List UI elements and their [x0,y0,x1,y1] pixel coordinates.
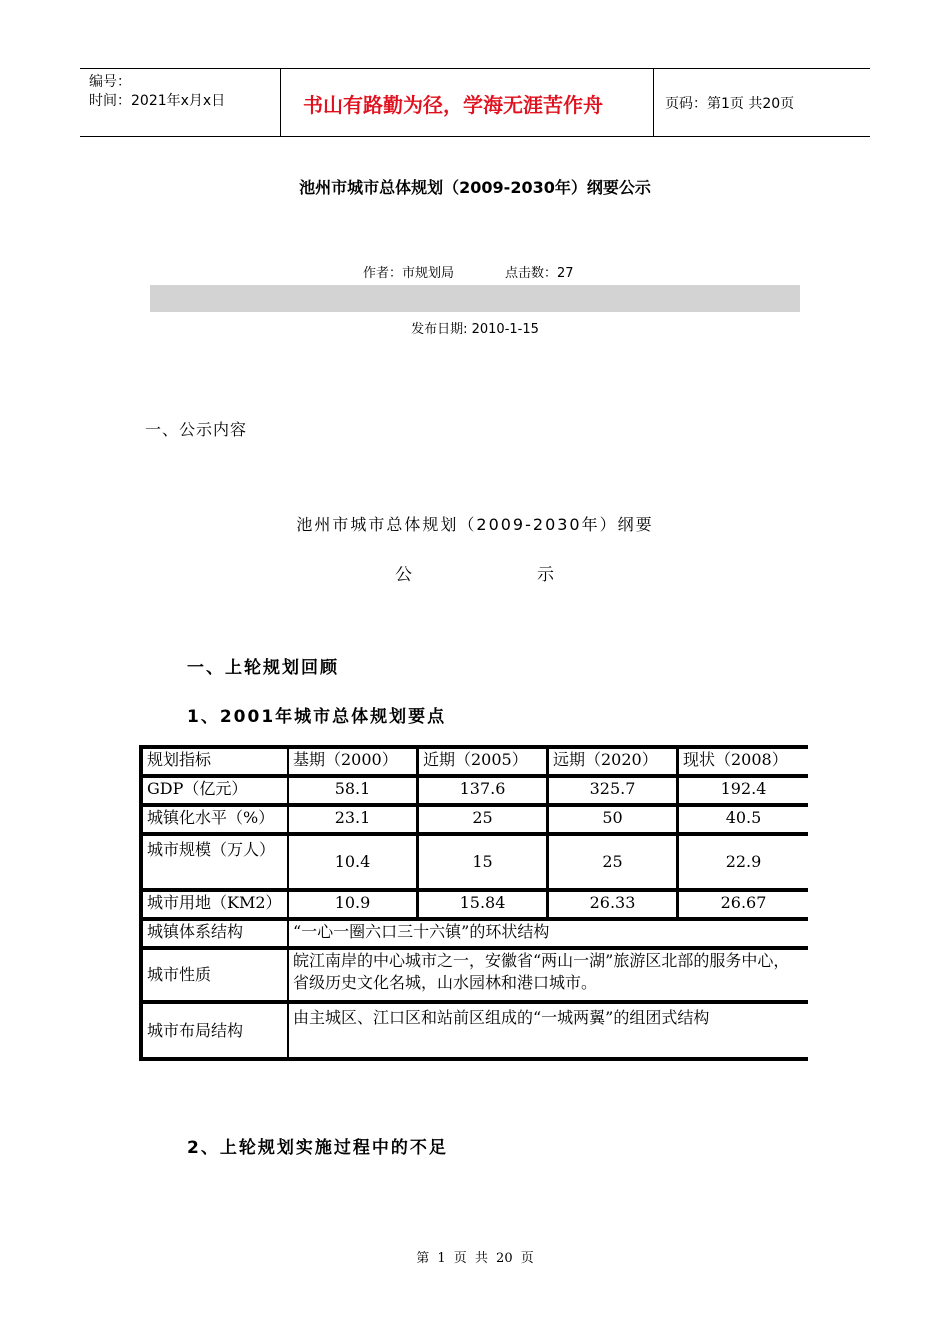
table-cell: 26.33 [549,892,676,917]
separator-bar [150,285,800,312]
table-cell: 由主城区、江口区和站前区组成的“一城两翼”的组团式结构 [289,1004,808,1057]
table-cell: 22.9 [679,836,808,888]
planning-table [139,745,808,1061]
heading-review: 一、上轮规划回顾 [187,658,339,678]
table-cell: 23.1 [289,807,416,832]
header-left-cell [80,69,281,136]
click-count: 点击数：27 [505,266,574,281]
page-info: 页码：第1页 共20页 [665,96,795,112]
table-cell: 25 [549,836,676,888]
doc-title-shi: 示 [537,565,554,585]
slogan: 书山有路勤为径，学海无涯苦作舟 [303,93,603,117]
table-cell: 40.5 [679,807,808,832]
header-right-cell [654,69,870,136]
table-cell: 137.6 [419,778,546,803]
number-label: 编号： [89,74,131,90]
table-header-cell: 远期（2020） [549,749,676,774]
time-label: 时间：2021年x月x日 [89,93,226,109]
table-row-label: GDP（亿元） [143,778,287,803]
table-header-cell: 近期（2005） [419,749,546,774]
article-title: 池州市城市总体规划（2009-2030年）纲要公示 [299,178,651,197]
table-cell: “一心一圈六口三十六镇”的环状结构 [289,921,808,946]
table-header-cell: 规划指标 [143,749,287,774]
table-cell: 10.9 [289,892,416,917]
table-row-label: 城市性质 [143,950,287,1000]
table-row-label: 城市布局结构 [143,1004,287,1057]
page-footer: 第 1 页 共 20 页 [416,1251,534,1266]
document-title: 池州市城市总体规划（2009-2030年）纲要 [296,515,654,534]
section-label: 一、公示内容 [145,420,248,439]
table-row-label: 城市规模（万人） [143,836,287,888]
publish-date: 发布日期: 2010-1-15 [411,322,539,337]
table-row-label: 城镇化水平（%） [143,807,287,832]
table-cell: 10.4 [289,836,416,888]
table-cell: 192.4 [679,778,808,803]
table-header-cell: 现状（2008） [679,749,808,774]
table-cell: 15 [419,836,546,888]
table-cell: 皖江南岸的中心城市之一，安徽省“两山一湖”旅游区北部的服务中心，省级历史文化名城，山水园林和港口城市。 [289,950,808,1000]
doc-title-gong: 公 [395,565,412,585]
heading-shortcomings: 2、上轮规划实施过程中的不足 [187,1138,448,1158]
page-header [80,68,870,137]
table-row-label: 城镇体系结构 [143,921,287,946]
table-cell: 15.84 [419,892,546,917]
header-slogan-cell [281,69,654,136]
table-cell: 325.7 [549,778,676,803]
table-cell: 25 [419,807,546,832]
table-cell: 50 [549,807,676,832]
table-header-cell: 基期（2000） [289,749,416,774]
table-cell: 58.1 [289,778,416,803]
heading-2001-plan: 1、2001年城市总体规划要点 [187,707,447,727]
table-cell: 26.67 [679,892,808,917]
table-row-label: 城市用地（KM2） [143,892,287,917]
author: 作者：市规划局 [363,266,455,281]
